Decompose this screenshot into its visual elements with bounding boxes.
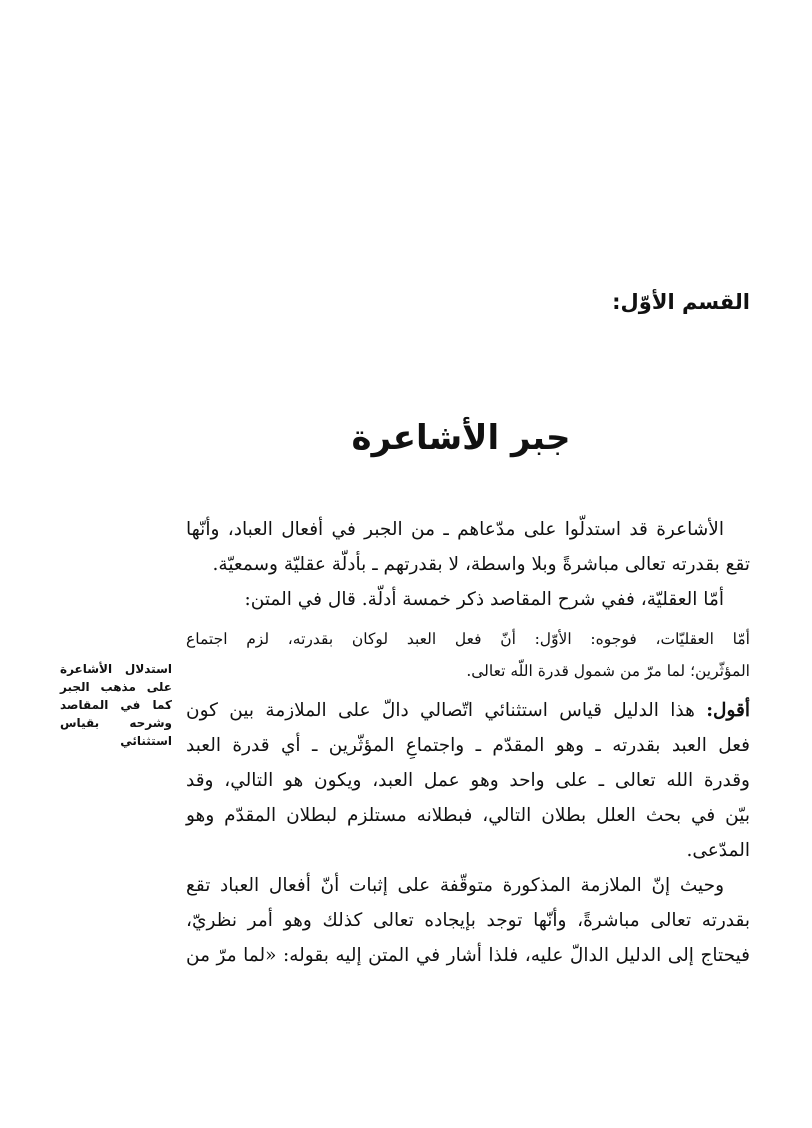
- margin-note-line: كما في المقاصد: [60, 698, 172, 712]
- text-line: وحيث إنّ الملازمة المذكورة متوقّفة على إثبات أنّ أفعال العباد تقع: [186, 875, 724, 896]
- text-line: الأشاعرة قد استدلّوا على مدّعاهم ـ من الجبر في أفعال العباد، وأنّها: [186, 519, 724, 540]
- margin-note-line: وشرحه بقياس: [60, 716, 172, 730]
- text-line: تقع بقدرته تعالى مباشرةً وبلا واسطة، لا بقدرتهم ـ بأدلّة عقليّة وسمعيّة.: [212, 554, 750, 575]
- text-fragment: هذا الدليل قياس استثنائي اتّصالي دالّ على الملازمة بين كون: [186, 700, 695, 721]
- paragraph-4: [186, 868, 750, 973]
- body-text: [186, 512, 750, 973]
- margin-note-line: على مذهب الجبر: [60, 680, 172, 694]
- aqul-lead: أقول:: [706, 700, 751, 721]
- paragraph-2: [186, 582, 750, 617]
- text-line: بقدرته تعالى مباشرةً، وأنّها توجد بإيجاده تعالى كذلك وهو أمر نظريّ،: [186, 910, 750, 931]
- text-line: بيّن في بحث العلل بطلان التالي، فبطلانه مستلزم لبطلان المقدّم وهو: [186, 805, 750, 826]
- margin-note-line: استدلال الأشاعرة: [60, 662, 172, 676]
- paragraph-3: [186, 693, 750, 868]
- margin-note-line: استثنائي: [120, 734, 172, 748]
- text-line: [186, 693, 750, 728]
- paragraph-1: [186, 512, 750, 582]
- text-line: أمّا العقليّة، ففي شرح المقاصد ذكر خمسة أدلّة. قال في المتن:: [244, 589, 724, 610]
- text-line: وقدرة الله تعالى ـ على واحد وهو عمل العبد، ويكون هو التالي، وقد: [186, 770, 750, 791]
- quote-line: أمّا العقليّات، فوجوه: الأوّل: أنّ فعل العبد لوكان بقدرته، لزم اجتماع: [186, 630, 750, 648]
- quote-line: المؤثّرين؛ لما مرّ من شمول قدرة اللّه تعالى.: [466, 662, 750, 680]
- text-line: فيحتاج إلى الدليل الدالّ عليه، فلذا أشار في المتن إليه بقوله: «لما مرّ من: [186, 945, 750, 966]
- section-label: القسم الأوّل:: [612, 290, 750, 314]
- text-line: فعل العبد بقدرته ـ وهو المقدّم ـ واجتماعِ المؤثّرين ـ أي قدرة العبد: [186, 735, 750, 756]
- margin-note: [60, 660, 172, 750]
- text-line: المدّعى.: [686, 840, 750, 861]
- quoted-matn: [186, 623, 750, 687]
- page-title: جبر الأشاعرة: [351, 418, 571, 458]
